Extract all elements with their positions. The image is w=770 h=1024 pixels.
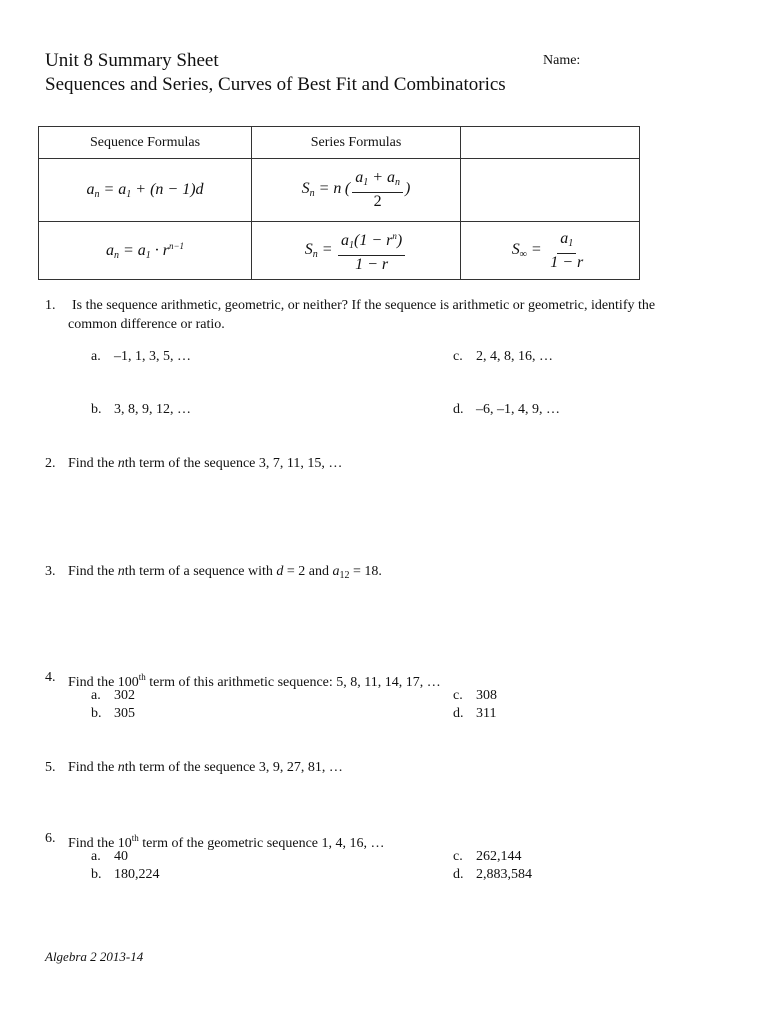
arithmetic-nth-term-formula: $a_n = a_1 + (n - 1)d$ <box>39 159 252 222</box>
q1-c-text: 2, 4, 8, 16, … <box>476 349 553 364</box>
q1-c-label: c. <box>453 349 463 364</box>
q4-b-label: b. <box>91 706 102 721</box>
arithmetic-series-formula: $S_n = n$ ( $\frac{a_1 + a_n}{2}$ ) <box>252 159 461 222</box>
q1-a-text: –1, 1, 3, 5, … <box>114 349 191 364</box>
q4-b-text: 305 <box>114 706 135 721</box>
q3-text: Find the nth term of a sequence with d = 2 and $a_{12} = 18$. <box>68 564 382 581</box>
q1-text: Is the sequence arithmetic, geometric, or neither? If the sequence is arithmetic or geometric, identify the <box>72 298 656 313</box>
q1-a-label: a. <box>91 349 101 364</box>
q6-d-text: 2,883,584 <box>476 867 532 882</box>
q4-d-label: d. <box>453 706 464 721</box>
q3-number: 3. <box>45 564 56 579</box>
geometric-nth-term-formula: $a_n = a_1 \cdot r^{n-1}$ <box>39 222 252 280</box>
q6-c-text: 262,144 <box>476 849 522 864</box>
q4-text: Find the 100th term of this arithmetic sequence: 5, 8, 11, 14, 17, … <box>68 672 441 690</box>
q1-b-label: b. <box>91 402 102 417</box>
q2-text: Find the nth term of the sequence 3, 7, 11, 15, … <box>68 456 343 471</box>
q4-c-text: 308 <box>476 688 497 703</box>
footer-text: Algebra 2 2013-14 <box>45 949 144 964</box>
q1-text-cont: common difference or ratio. <box>68 317 225 332</box>
q2-number: 2. <box>45 456 56 471</box>
q1-d-label: d. <box>453 402 464 417</box>
blank-cell-1 <box>461 159 640 222</box>
q4-a-label: a. <box>91 688 101 703</box>
q6-a-label: a. <box>91 849 101 864</box>
geometric-series-formula: $S_n$ = $\frac{a_1(1 - r^n)}{1 - r}$ <box>252 222 461 280</box>
name-label: Name: <box>543 53 581 68</box>
q6-c-label: c. <box>453 849 463 864</box>
q6-a-text: 40 <box>114 849 128 864</box>
q6-d-label: d. <box>453 867 464 882</box>
page-subtitle: Sequences and Series, Curves of Best Fit and Combinatorics <box>45 74 506 95</box>
infinite-geometric-series-formula: $S_\infty$ = $\frac{a_1}{1 - r}$ <box>461 222 640 280</box>
sequence-formulas-header: Sequence Formulas <box>39 127 252 159</box>
blank-header <box>461 127 640 159</box>
q6-text: Find the 10th term of the geometric sequence 1, 4, 16, … <box>68 833 385 851</box>
q1-b-text: 3, 8, 9, 12, … <box>114 402 191 417</box>
q4-a-text: 302 <box>114 688 135 703</box>
q6-b-text: 180,224 <box>114 867 160 882</box>
q5-text: Find the nth term of the sequence 3, 9, 27, 81, … <box>68 760 343 775</box>
q6-b-label: b. <box>91 867 102 882</box>
q4-d-text: 311 <box>476 706 497 721</box>
q5-number: 5. <box>45 760 56 775</box>
q1-number: 1. <box>45 298 56 313</box>
page-title: Unit 8 Summary Sheet <box>45 50 219 71</box>
series-formulas-header: Series Formulas <box>252 127 461 159</box>
q1-d-text: –6, –1, 4, 9, … <box>476 402 560 417</box>
formula-table <box>38 126 640 280</box>
q4-c-label: c. <box>453 688 463 703</box>
q4-number: 4. <box>45 670 56 685</box>
q6-number: 6. <box>45 831 56 846</box>
